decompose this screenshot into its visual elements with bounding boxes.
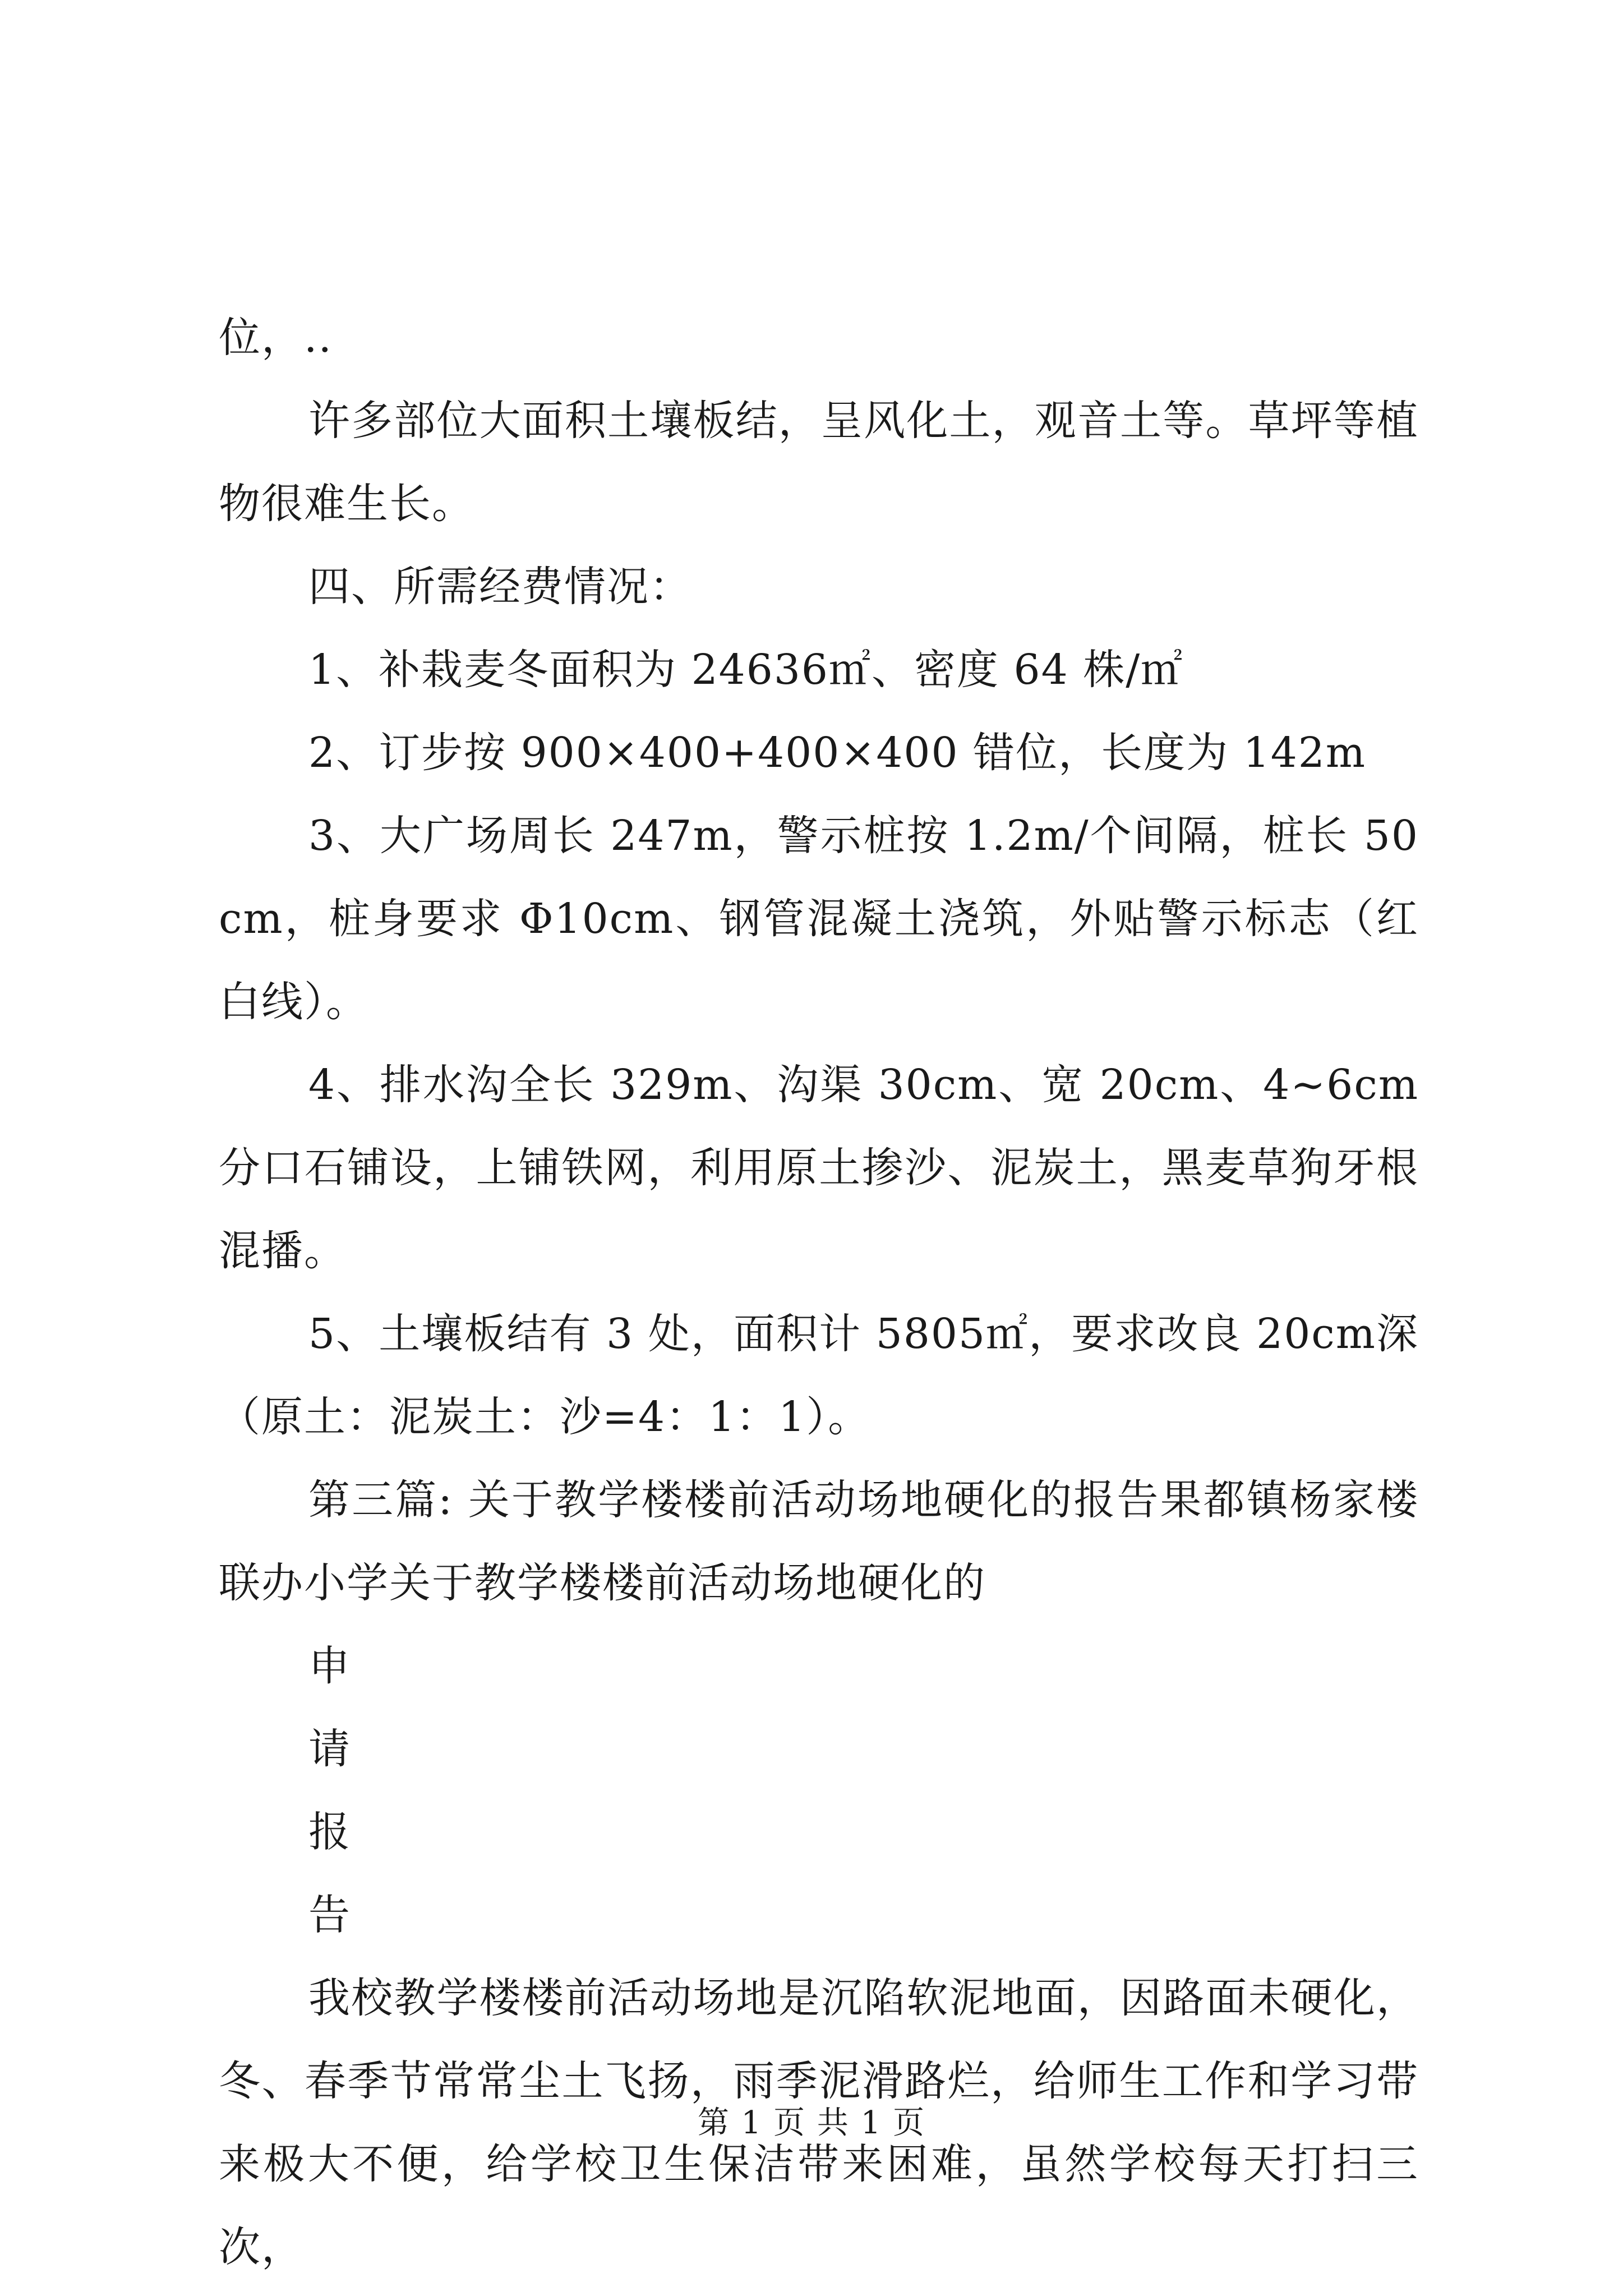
report-title-char-1: 申 (308, 1642, 351, 1690)
document-body (219, 296, 1419, 2289)
report-title-char-2: 请 (308, 1725, 351, 1773)
paragraph-soil-condition: 许多部位大面积土壤板结，呈风化土，观音土等。草坪等植物很难生长。 (219, 397, 1419, 528)
list-item-4: 4、排水沟全长 329m、沟渠 30cm、宽 20cm、4~6cm分口石铺设，上铺铁网，利用原土掺沙、泥炭土，黑麦草狗牙根混播。 (219, 1061, 1419, 1275)
section-heading-funding: 四、所需经费情况： (308, 563, 692, 611)
page-footer: 第 1 页 共 1 页 (697, 2105, 926, 2141)
paragraph-school-ground: 我校教学楼楼前活动场地是沉陷软泥地面，因路面未硬化，冬、春季节常常尘土飞扬，雨季泥滑路烂，给师生工作和学习带来极大不便，给学校卫生保洁带来困难，虽然学校每天打扫三次， (219, 1974, 1419, 2271)
list-item-2: 2、订步按 900×400+400×400 错位，长度为 142m (308, 729, 1367, 777)
paragraph-continuation: 位，.. (219, 314, 333, 362)
list-item-5: 5、土壤板结有 3 处，面积计 5805㎡，要求改良 20cm深（原土：泥炭土：沙=4：1：1）。 (219, 1310, 1419, 1441)
report-title-char-4: 告 (308, 1891, 351, 1939)
report-title-char-3: 报 (308, 1808, 351, 1856)
section-title-part-three: 第三篇: 关于教学楼楼前活动场地硬化的报告果都镇杨家楼联办小学关于教学楼楼前活动场地硬化的 (219, 1476, 1419, 1607)
list-item-3: 3、大广场周长 247m，警示桩按 1.2m/个间隔，桩长 50cm，桩身要求 Φ10cm、钢管混凝土浇筑，外贴警示标志（红白线）。 (219, 812, 1419, 1026)
list-item-1: 1、补栽麦冬面积为 24636㎡、密度 64 株/㎡ (308, 646, 1184, 694)
